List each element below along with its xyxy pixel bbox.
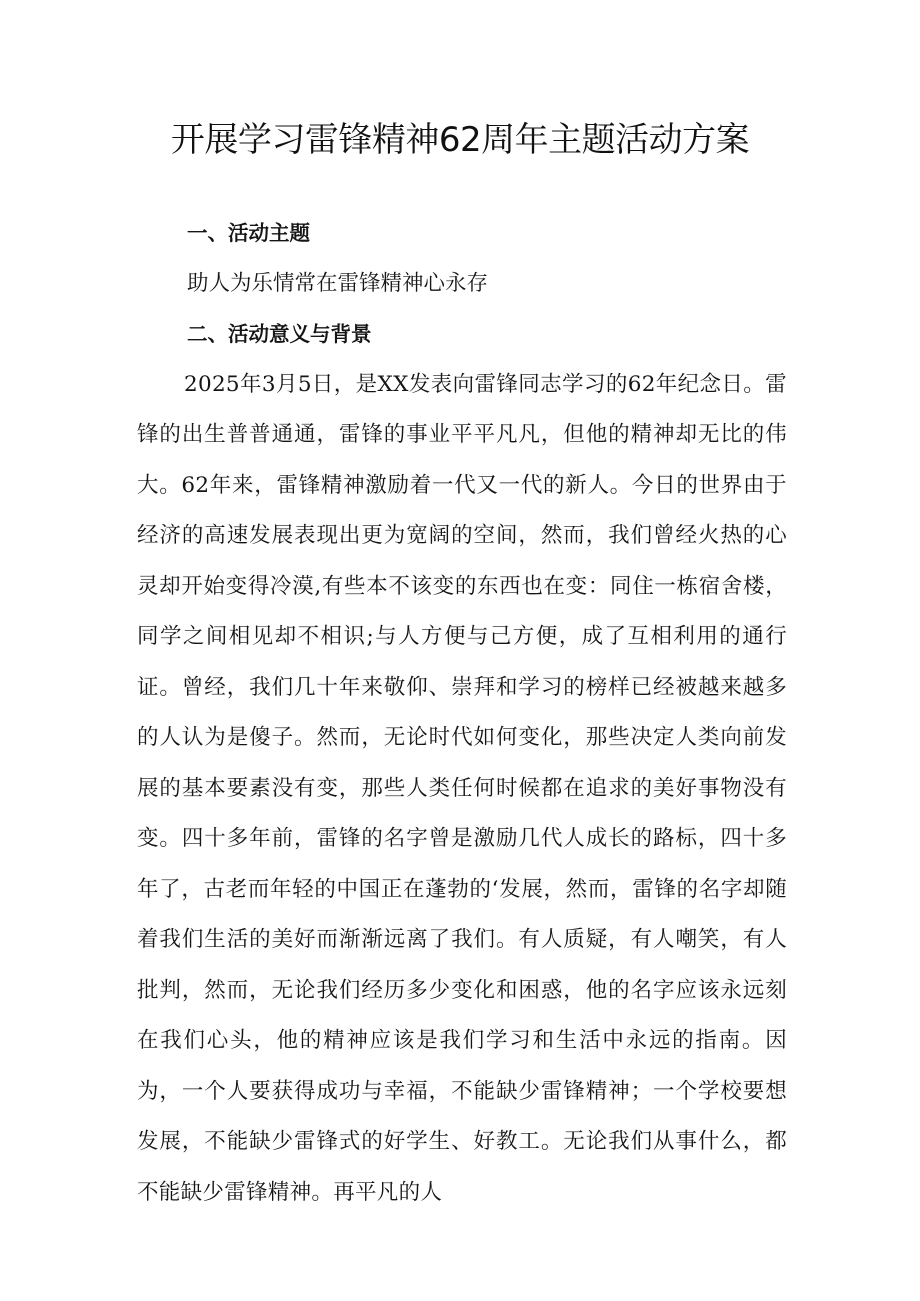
document-title: 开展学习雷锋精神62周年主题活动方案 [170,120,750,160]
section-heading-background: 二、活动意义与背景 [187,322,372,346]
document-body [137,208,787,1218]
section-heading-theme: 一、活动主题 [187,221,310,245]
theme-text: 助人为乐情常在雷锋精神心永存 [187,270,489,296]
background-paragraph: 2025年3月5日，是XX发表向雷锋同志学习的62年纪念日。雷锋的出生普普通通，雷锋的事业平平凡凡，但他的精神却无比的伟大。62年来，雷锋精神激励着一代又一代的新人。今日的世界由于经济的高速发展表现出更为宽阔的空间，然而，我们曾经火热的心灵却开始变得冷漠,有些本不该变的东西也在变：同住一栋宿舍楼，同学之间相见却不相识;与人方便与己方便，成了互相利用的通行证。曾经，我们几十年来敬仰、崇拜和学习的榜样已经被越来越多的人认为是傻子。然而，无论时代如何变化，那些决定人类向前发展的基本要素没有变，那些人类任何时候都在追求的美好事物没有变。四十多年前，雷锋的名字曾是激励几代人成长的路标，四十多年了，古老而年轻的中国正在蓬勃的‘发展，然而，雷锋的名字却随着我们生活的美好而渐渐远离了我们。有人质疑，有人嘲笑，有人批判，然而，无论我们经历多少变化和困惑，他的名字应该永远刻在我们心头，他的精神应该是我们学习和生活中永远的指南。因为，一个人要获得成功与幸福，不能缺少雷锋精神；一个学校要想发展，不能缺少雷锋式的好学生、好教工。无论我们从事什么，都不能缺少雷锋精神。再平凡的人 [137,371,787,1205]
